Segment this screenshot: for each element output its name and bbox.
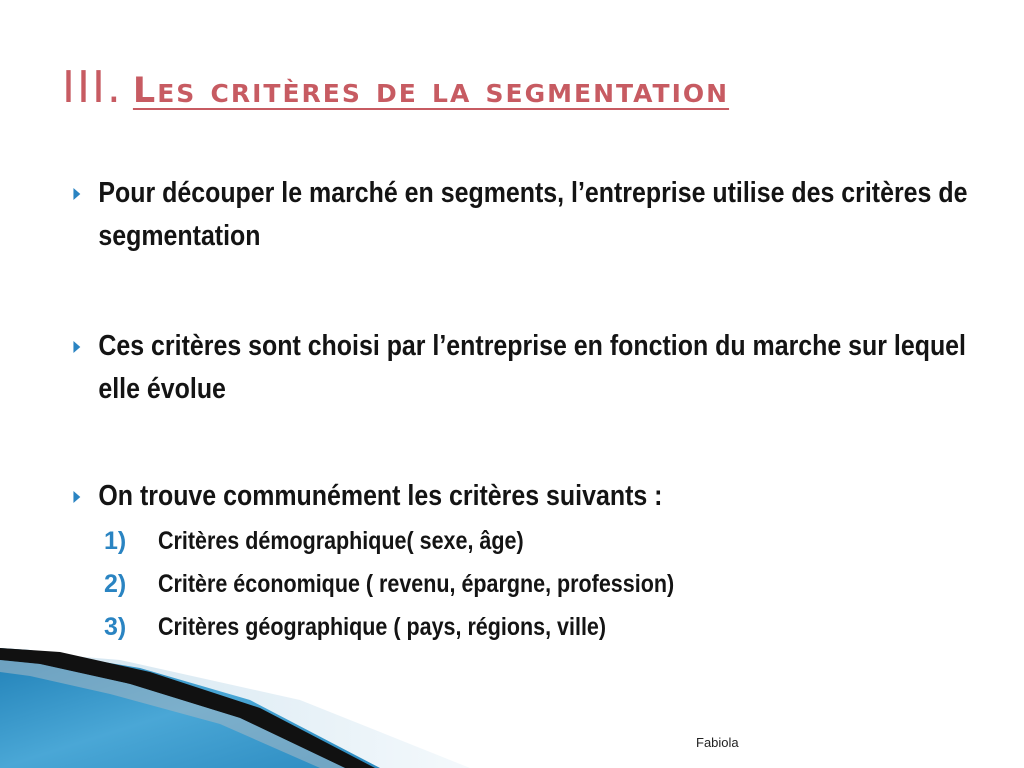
- triangle-right-icon: [73, 188, 80, 200]
- triangle-right-icon: [73, 341, 80, 353]
- criteria-number: 2): [104, 570, 127, 598]
- title-text: Les critères de la segmentation: [132, 71, 730, 111]
- criteria-list: [104, 520, 904, 649]
- bullet-item: [70, 325, 984, 411]
- bullet-text: Ces critères sont choisi par l’entreprise en fonction du marche sur lequel elle évolue: [98, 330, 966, 405]
- criteria-item: [104, 606, 904, 649]
- footer-author: Fabiola: [696, 735, 739, 750]
- bullet-text: Pour découper le marché en segments, l’entreprise utilise des critères de segmentation: [98, 177, 968, 252]
- slide-title: [62, 62, 729, 122]
- criteria-item: [104, 563, 904, 606]
- criteria-number: 3): [104, 613, 127, 641]
- bullet-item: [70, 172, 984, 258]
- criteria-text: Critères démographique( sexe, âge): [158, 527, 524, 555]
- bullet-item: [70, 475, 984, 518]
- bullet-text: On trouve communément les critères suivants :: [98, 480, 663, 512]
- triangle-right-icon: [73, 491, 80, 503]
- criteria-item: [104, 520, 904, 563]
- title-number: III.: [62, 62, 123, 113]
- criteria-text: Critères géographique ( pays, régions, ville): [158, 613, 607, 641]
- criteria-text: Critère économique ( revenu, épargne, profession): [158, 570, 675, 598]
- criteria-number: 1): [104, 527, 127, 555]
